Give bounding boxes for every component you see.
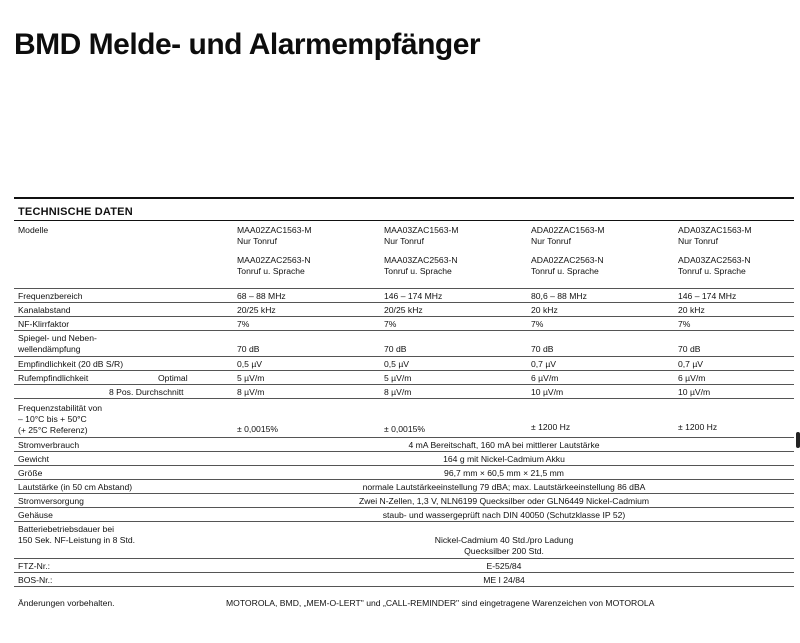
spec-row-rufempfindlichkeit-optimal: Rufempfindlichkeit Optimal 5 µV/m 5 µV/m 6 µV/m 6 µV/m	[14, 372, 794, 385]
spec-row-groesse: Größe 96,7 mm × 60,5 mm × 21,5 mm	[14, 467, 794, 480]
top-rule	[14, 197, 794, 199]
spec-row-stromverbrauch: Stromverbrauch 4 mA Bereitschaft, 160 mA bei mittlerer Lautstärke	[14, 439, 794, 452]
spec-row-bos: BOS-Nr.: ME I 24/84	[14, 574, 794, 587]
spec-row-stromversorgung: Stromversorgung Zwei N-Zellen, 1,3 V, NLN6199 Quecksilber oder GLN6449 Nickel-Cadmium	[14, 495, 794, 508]
spec-row-rufempfindlichkeit-durchschnitt: 8 Pos. Durchschnitt 8 µV/m 8 µV/m 10 µV/m 10 µV/m	[14, 386, 794, 399]
section-title: TECHNISCHE DATEN	[18, 206, 133, 218]
spec-row-frequenzstabilitaet: Frequenzstabilität von – 10°C bis + 50°C (+ 25°C Referenz) ± 0,0015% ± 0,0015% ± 1200 Hz ± 1200 Hz	[14, 402, 794, 438]
spec-row-nf-klirrfaktor: NF-Klirrfaktor 7% 7% 7% 7%	[14, 318, 794, 331]
spec-row-spiegel: Spiegel- und Neben- wellendämpfung 70 dB 70 dB 70 dB 70 dB	[14, 332, 794, 357]
model-cell: ADA03ZAC1563-M Nur Tonruf ADA03ZAC2563-N Tonruf u. Sprache	[678, 225, 752, 276]
spec-row-frequenzbereich: Frequenzbereich 68 – 88 MHz 146 – 174 MHz 80,6 – 88 MHz 146 – 174 MHz	[14, 290, 794, 303]
models-label: Modelle	[18, 225, 49, 235]
section-rule	[14, 220, 794, 221]
model-cell: ADA02ZAC1563-M Nur Tonruf ADA02ZAC2563-N Tonruf u. Sprache	[531, 225, 605, 276]
spec-row-lautstaerke: Lautstärke (in 50 cm Abstand) normale Lautstärkeeinstellung 79 dBA; max. Lautstärkeeinstellung 86 dBA	[14, 481, 794, 494]
spec-row-batteriebetriebsdauer: Batteriebetriebsdauer bei 150 Sek. NF-Leistung in 8 Std. Nickel-Cadmium 40 Std./pro Ladung Quecksilber 200 Std.	[14, 523, 794, 559]
spec-row-kanalabstand: Kanalabstand 20/25 kHz 20/25 kHz 20 kHz 20 kHz	[14, 304, 794, 317]
footer-trademarks: MOTOROLA, BMD, „MEM-O-LERT" und „CALL-REMINDER" sind eingetragene Warenzeichen von MOTOROLA	[226, 598, 655, 608]
binding-mark	[796, 432, 800, 448]
model-cell: MAA03ZAC1563-M Nur Tonruf MAA03ZAC2563-N Tonruf u. Sprache	[384, 225, 459, 276]
footer-note: Änderungen vorbehalten.	[18, 598, 115, 608]
models-row	[14, 224, 794, 289]
page-title: BMD Melde- und Alarmempfänger	[14, 28, 481, 61]
spec-row-gewicht: Gewicht 164 g mit Nickel-Cadmium Akku	[14, 453, 794, 466]
spec-row-gehaeuse: Gehäuse staub- und wassergeprüft nach DIN 40050 (Schutzklasse IP 52)	[14, 509, 794, 522]
spec-row-ftz: FTZ-Nr.: E-525/84	[14, 560, 794, 573]
model-cell: MAA02ZAC1563-M Nur Tonruf MAA02ZAC2563-N Tonruf u. Sprache	[237, 225, 312, 276]
spec-row-empfindlichkeit: Empfindlichkeit (20 dB S/R) 0,5 µV 0,5 µV 0,7 µV 0,7 µV	[14, 358, 794, 371]
